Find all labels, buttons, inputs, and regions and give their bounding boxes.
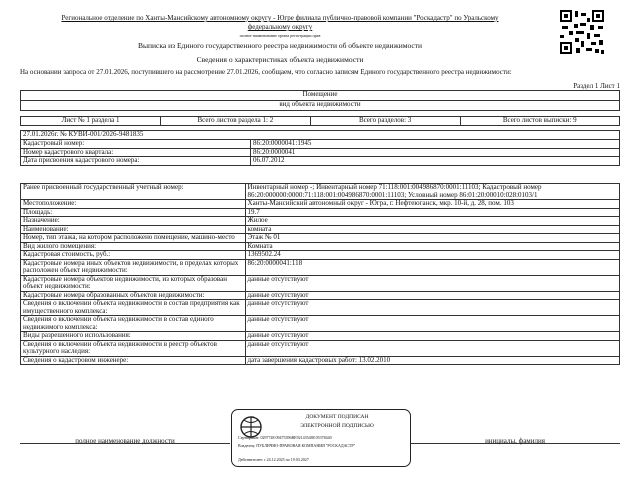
field-value: комната [245, 225, 619, 234]
table-row [21, 140, 620, 149]
field-label: Кадастровые номера иных объектов недвижимости, в пределах которых расположен объект недвижимости: [21, 259, 246, 275]
field-label: Сведения о включении объекта недвижимости в реестр объектов культурного наследия: [21, 340, 246, 356]
document-title: Выписка из Единого государственного реестра недвижимости об объекте недвижимости [137, 41, 423, 50]
table-row [21, 340, 620, 356]
sheets-extract: Всего листов выписки: 9 [460, 117, 619, 126]
field-label: Кадастровая стоимость, руб.: [21, 251, 246, 260]
field-label: Ранее присвоенный государственный учетный номер: [21, 184, 246, 200]
field-label: Площадь: [21, 208, 246, 217]
id-value: 86:20:0000041 [251, 148, 620, 157]
qr-code [560, 10, 604, 54]
owner-label: Владелец: [238, 443, 256, 448]
field-value: Жилое [245, 217, 619, 226]
signature-stamp [231, 409, 411, 467]
field-label: Местоположение: [21, 200, 246, 209]
field-value: данные отсутствуют [245, 332, 619, 341]
field-label: Назначение: [21, 217, 246, 226]
stamp-cert [238, 435, 406, 440]
field-label: Сведения о кадастровом инженере: [21, 356, 246, 365]
id-value: 86:20:0000041:1945 [251, 140, 620, 149]
object-type: Помещение [21, 91, 620, 101]
table-row [21, 300, 620, 316]
org-caption: полное наименование органа регистрации прав [239, 33, 321, 38]
field-label: Кадастровые номера образованных объектов недвижимости: [21, 291, 246, 300]
table-row [21, 242, 620, 251]
sheets-total: Всего листов раздела 1: 2 [161, 117, 311, 126]
sheet-info-row [20, 116, 620, 126]
sheet-number: Лист № 1 раздела 1 [21, 117, 161, 126]
field-label: Виды разрешенного использования: [21, 332, 246, 341]
field-value: Ханты-Мансийский автономный округ - Югра, г. Нефтеюганск, мкр. 10-й, д. 28, пом. 103 [245, 200, 619, 209]
footer-position: полное наименование должности [75, 437, 175, 445]
field-label: Вид жилого помещения: [21, 242, 246, 251]
object-type-box [20, 90, 620, 111]
id-label: Дата присвоения кадастрового номера: [21, 157, 251, 166]
field-value: данные отсутствуют [245, 300, 619, 316]
id-label: Кадастровый номер: [21, 140, 251, 149]
table-row [21, 217, 620, 226]
field-value: 19.7 [245, 208, 619, 217]
footer-name: инициалы, фамилия [485, 437, 545, 445]
field-value: Этаж № 01 [245, 234, 619, 243]
field-value: дата завершения кадастровых работ: 13.02.2010 [245, 356, 619, 365]
record-id: 27.01.2026г. № КУВИ-001/2026-9481835 [21, 131, 620, 140]
section-label: Раздел 1 Лист 1 [573, 82, 620, 90]
field-value: Комната [245, 242, 619, 251]
stamp-valid: Действителен: с 24.12.2025 по 19.03.2027 [238, 457, 309, 462]
field-value: данные отсутствуют [245, 275, 619, 291]
cert-value: 0297748 09475396BE921435488 05378440 [260, 435, 332, 440]
table-row [21, 356, 620, 365]
id-value: 06.07.2012 [251, 157, 620, 166]
table-row [21, 275, 620, 291]
field-value: Инвентарный номер -; Инвентарный номер 71:118:001:004986870:0001:11103; Кадастровый номер 86:20:000000:0000:71:118:001:004986870:0001:11103; Условный номер 86:01:20:00010:028:0103/1 [245, 184, 619, 200]
cert-label: Сертификат: [238, 435, 260, 440]
table-row [21, 234, 620, 243]
owner-value: ПУБЛИЧНО-ПРАВОВАЯ КОМПАНИЯ "РОСКАДАСТР" [256, 443, 356, 448]
field-label: Номер, тип этажа, на котором расположено помещение, машино-место [21, 234, 246, 243]
request-line: На основании запроса от 27.01.2026, поступившего на рассмотрение 27.01.2026, сообщаем, что согласно записям Единого государственного реестра недвижимости: [20, 68, 512, 76]
stamp-title-1: ДОКУМЕНТ ПОДПИСАН [305, 414, 369, 420]
field-label: Сведения о включении объекта недвижимости в состав предприятия как имущественного комплекса: [21, 300, 246, 316]
characteristics-table [20, 183, 620, 365]
org-line-2: федеральному округу [247, 23, 313, 31]
id-label: Номер кадастрового квартала: [21, 148, 251, 157]
stamp-title-2: ЭЛЕКТРОННОЙ ПОДПИСЬЮ [300, 423, 374, 429]
field-value: 1369502.24 [245, 251, 619, 260]
field-label: Кадастровые номера объектов недвижимости, из которых образован объект недвижимости: [21, 275, 246, 291]
stamp-owner [238, 443, 406, 449]
field-label: Наименование: [21, 225, 246, 234]
table-row [21, 259, 620, 275]
field-value: данные отсутствуют [245, 340, 619, 356]
table-row [21, 184, 620, 200]
org-line-1: Региональное отделение по Ханты-Мансийскому автономному округу - Югре филиала публично-правовой компании "Роскадастр" по Уральскому [61, 14, 499, 22]
field-value: данные отсутствуют [245, 291, 619, 300]
sections-total: Всего разделов: 3 [310, 117, 460, 126]
field-value: 86:20:0000041:118 [245, 259, 619, 275]
watermark-text [420, 392, 640, 432]
identification-table [20, 130, 620, 166]
table-row [21, 332, 620, 341]
field-label: Сведения о включении объекта недвижимости в состав единого недвижимого комплекса: [21, 316, 246, 332]
table-row [21, 200, 620, 209]
table-row [21, 208, 620, 217]
document-subtitle: Сведения о характеристиках объекта недвижимости [196, 55, 364, 64]
table-row [21, 157, 620, 166]
field-value: данные отсутствуют [245, 316, 619, 332]
object-type-caption: вид объекта недвижимости [21, 101, 620, 111]
table-row [21, 316, 620, 332]
table-row [21, 251, 620, 260]
